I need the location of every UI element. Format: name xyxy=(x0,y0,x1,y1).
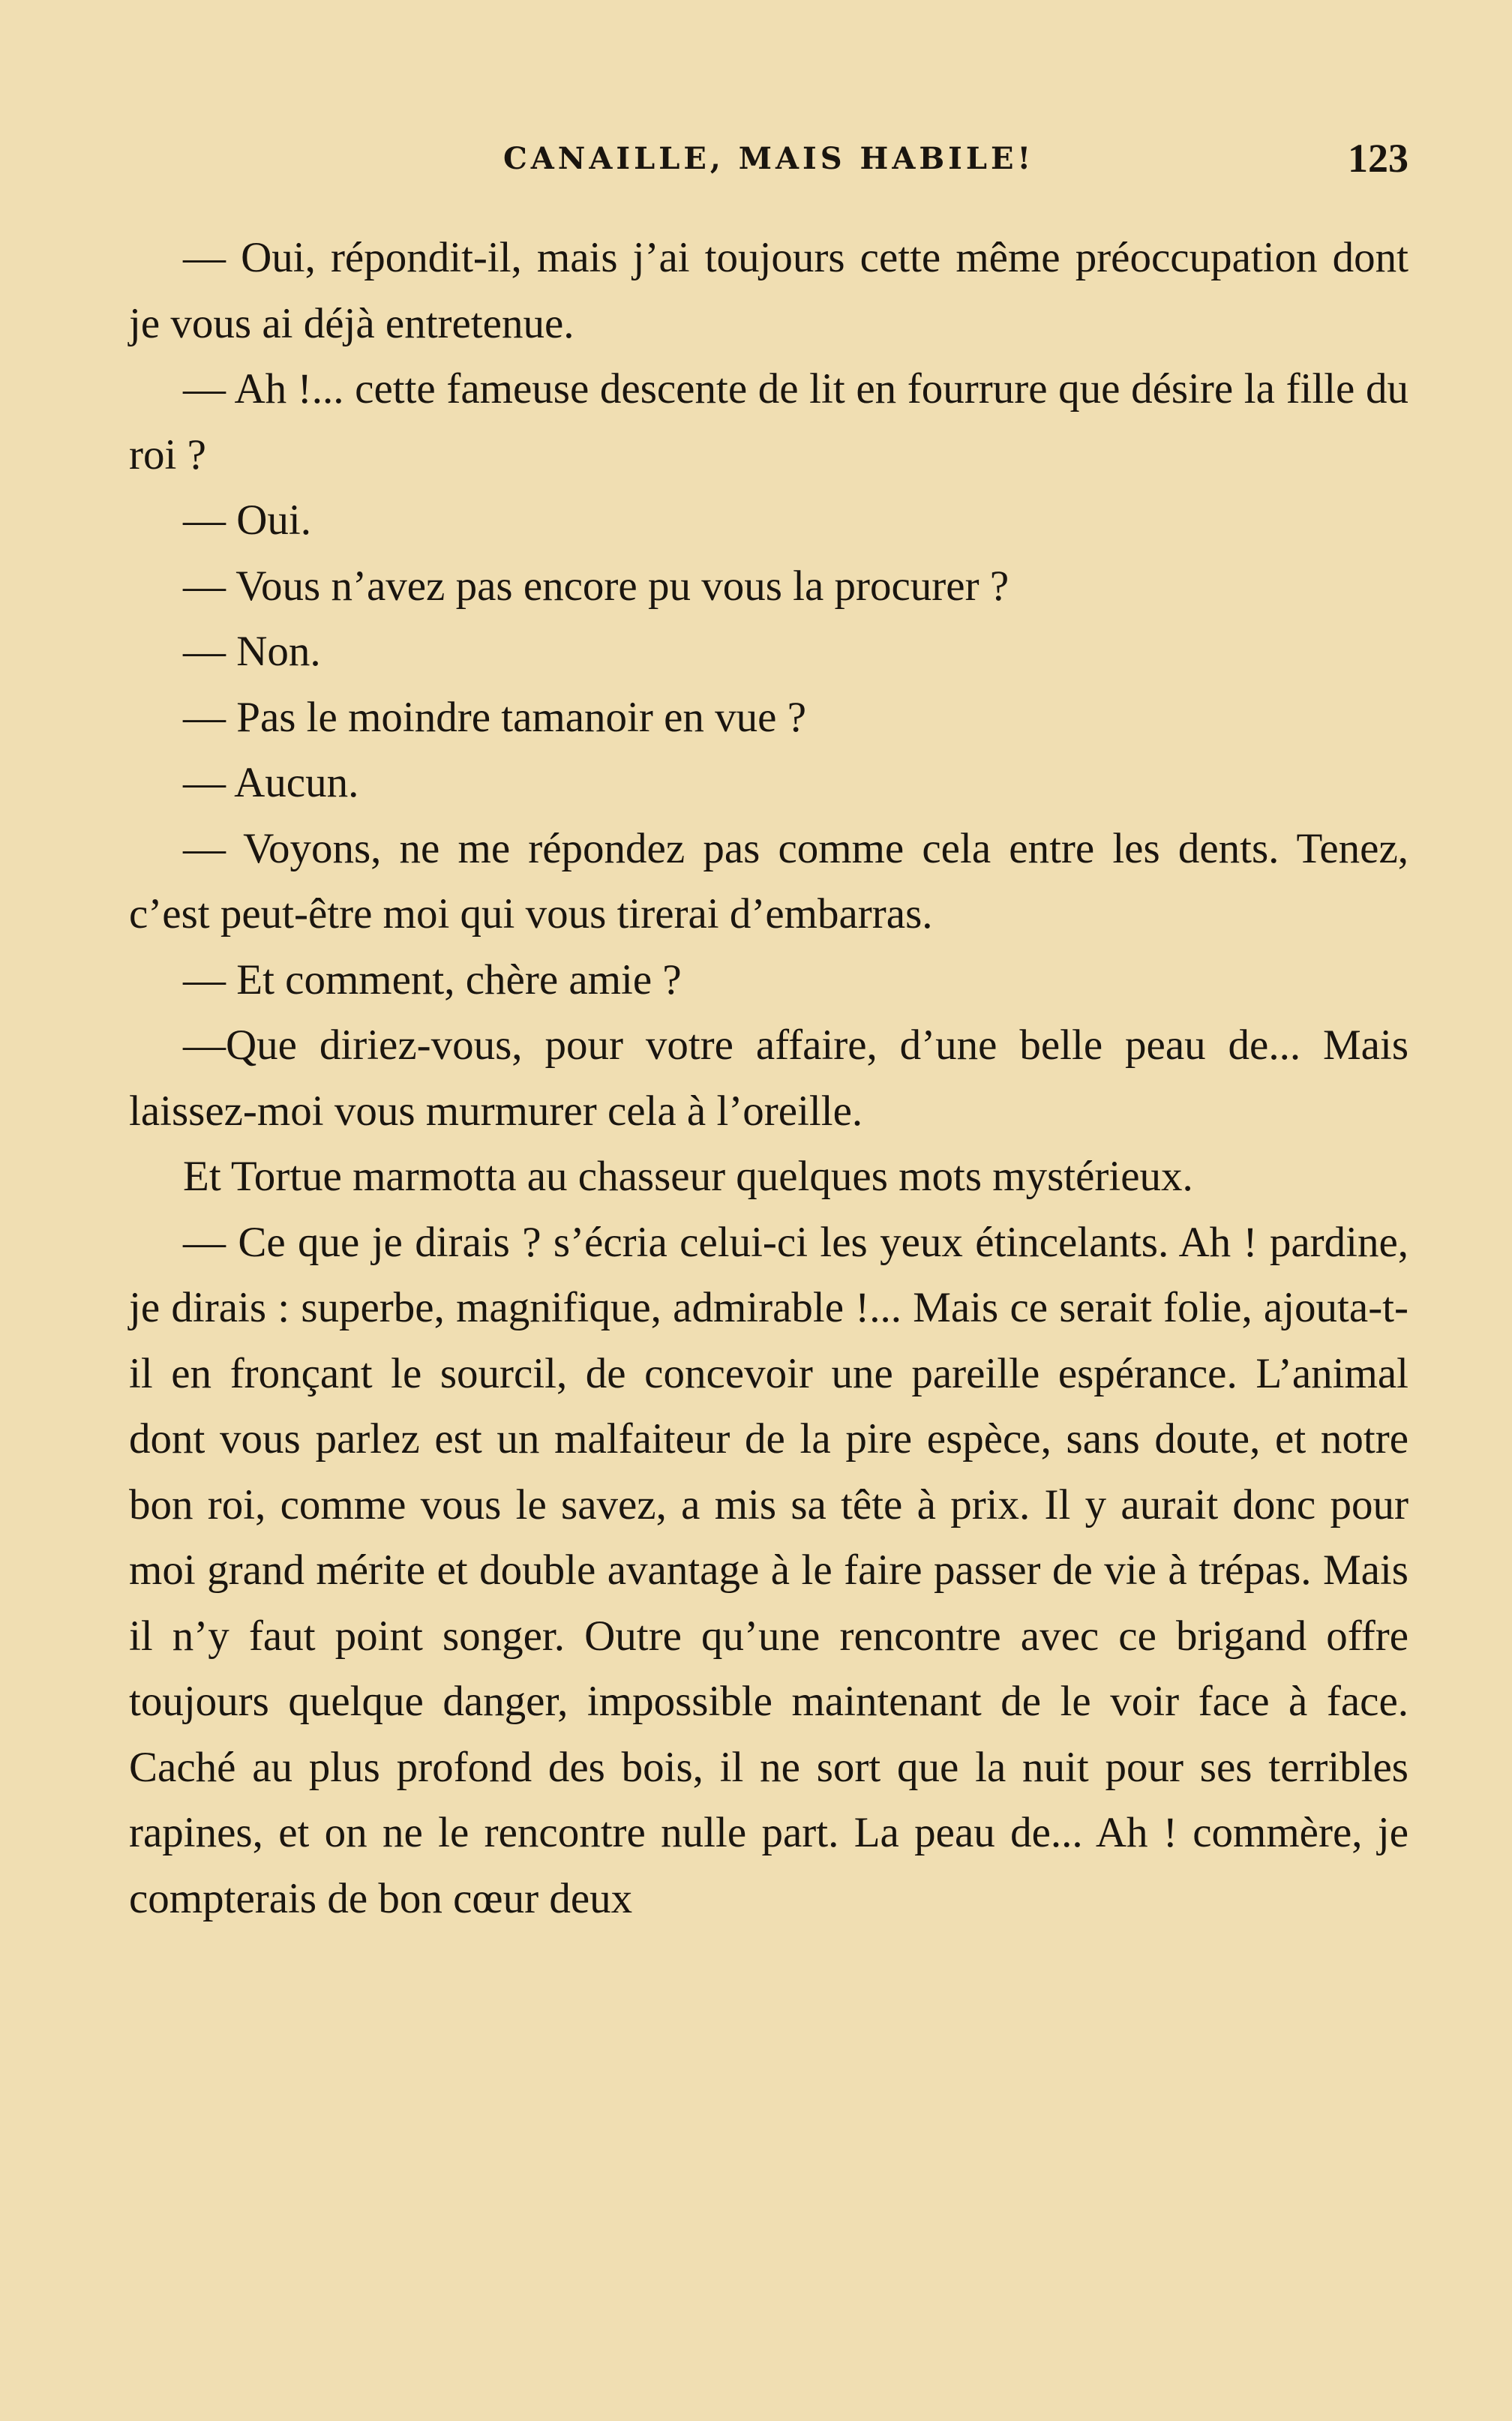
paragraph: — Ah !... cette fameuse descente de lit en fourrure que désire la fille du roi ? xyxy=(129,365,1408,478)
paragraph: — Ce que je dirais ? s’écria celui-ci les yeux étincelants. Ah ! pardine, je dirais : superbe, magnifique, admirable !... Mais ce serait folie, ajouta-t-il en fronçant le sourcil, de concevoir une pareille espérance. L’animal dont vous parlez est un malfaiteur de la pire espèce, sans doute, et notre bon roi, comme vous le savez, a mis sa tête à prix. Il y aurait donc pour moi grand mérite et double avantage à le faire passer de vie à trépas. Mais il n’y faut point songer. Outre qu’une rencontre avec ce brigand offre toujours quelque danger, impossible maintenant de le voir face à face. Caché au plus profond des bois, il ne sort que la nuit pour ses terribles rapines, et on ne le rencontre nulle part. La peau de... Ah ! commère, je compterais de bon cœur deux xyxy=(129,1218,1408,1922)
paragraph: — Et comment, chère amie ? xyxy=(183,956,682,1004)
body-text xyxy=(129,225,1408,1931)
running-title: CANAILLE, MAIS HABILE! xyxy=(502,141,1035,176)
paragraph: — Voyons, ne me répondez pas comme cela entre les dents. Tenez, c’est peut-être moi qui vous tirerai d’embarras. xyxy=(129,824,1408,938)
paragraph: — Oui. xyxy=(183,496,311,544)
page-number: 123 xyxy=(1348,136,1408,181)
paragraph: —Que diriez-vous, pour votre affaire, d’une belle peau de... Mais laissez-moi vous murmurer cela à l’oreille. xyxy=(129,1022,1408,1135)
paragraph: — Pas le moindre tamanoir en vue ? xyxy=(183,693,807,741)
paragraph: — Aucun. xyxy=(183,759,359,806)
paragraph: Et Tortue marmotta au chasseur quelques mots mystérieux. xyxy=(183,1153,1193,1200)
paragraph: — Non. xyxy=(183,628,321,675)
paragraph: — Vous n’avez pas encore pu vous la procurer ? xyxy=(183,562,1010,610)
page-header xyxy=(129,135,1408,188)
paragraph: — Oui, répondit-il, mais j’ai toujours cette même préoccupation dont je vous ai déjà entretenue. xyxy=(129,234,1408,347)
